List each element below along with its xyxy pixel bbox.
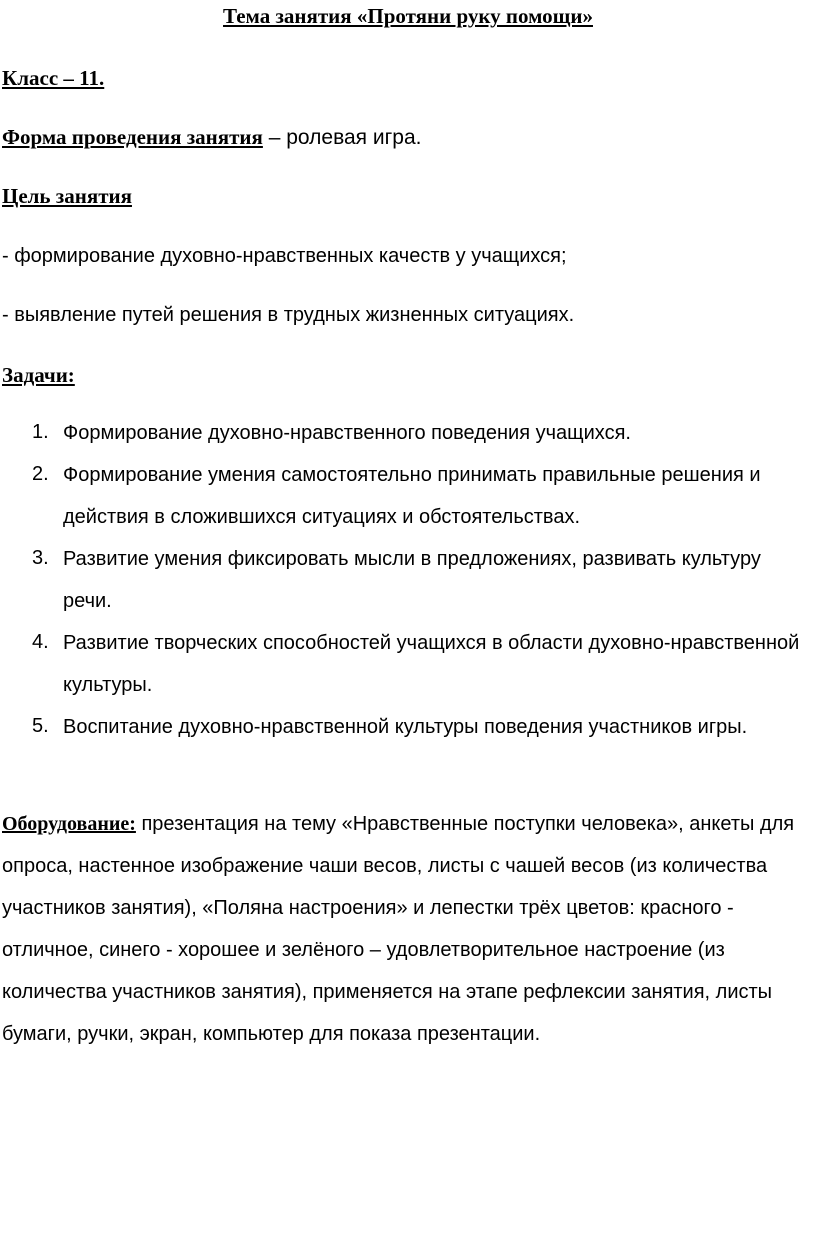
task-item <box>32 622 812 706</box>
equipment-label: Оборудование: <box>2 813 136 835</box>
form-line <box>2 125 421 150</box>
form-label: Форма проведения занятия <box>2 125 263 149</box>
goal-heading: Цель занятия <box>2 184 132 208</box>
tasks-heading: Задачи: <box>2 363 75 387</box>
task-number: 5. <box>32 715 49 737</box>
task-number: 4. <box>32 631 49 653</box>
task-item <box>32 706 812 748</box>
equipment-text: презентация на тему «Нравственные поступки человека», анкеты для опроса, настенное изображение чаши весов, листы с чашей весов (из количества участников занятия), «Поляна настроения» и лепестки трёх цветов: красного - отличное, синего - хорошее и зелёного – удовлетворительное настроение (из количества участников занятия), применяется на этапе рефлексии занятия, листы бумаги, ручки, экран, компьютер для показа презентации. <box>2 813 795 1045</box>
task-number: 2. <box>32 463 49 485</box>
task-text: Развитие творческих способностей учащихся в области духовно-нравственной культуры. <box>63 632 800 696</box>
task-item <box>32 412 812 454</box>
task-text: Развитие умения фиксировать мысли в предложениях, развивать культуру речи. <box>63 548 761 612</box>
task-item <box>32 538 812 622</box>
goal-item: - выявление путей решения в трудных жизненных ситуациях. <box>2 304 575 326</box>
class-line: Класс – 11. <box>2 66 105 90</box>
task-item <box>32 454 812 538</box>
task-text: Формирование умения самостоятельно принимать правильные решения и действия в сложившихся ситуациях и обстоятельствах. <box>63 464 761 528</box>
equipment-paragraph <box>2 803 812 1055</box>
form-value: ролевая игра. <box>286 126 422 149</box>
task-text: Воспитание духовно-нравственной культуры поведения участников игры. <box>63 716 748 738</box>
goal-item: - формирование духовно-нравственных качеств у учащихся; <box>2 245 567 267</box>
task-number: 1. <box>32 421 49 443</box>
task-number: 3. <box>32 547 49 569</box>
page-title: Тема занятия «Протяни руку помощи» <box>223 4 593 28</box>
form-dash: – <box>262 126 287 149</box>
task-text: Формирование духовно-нравственного поведения учащихся. <box>63 422 631 444</box>
